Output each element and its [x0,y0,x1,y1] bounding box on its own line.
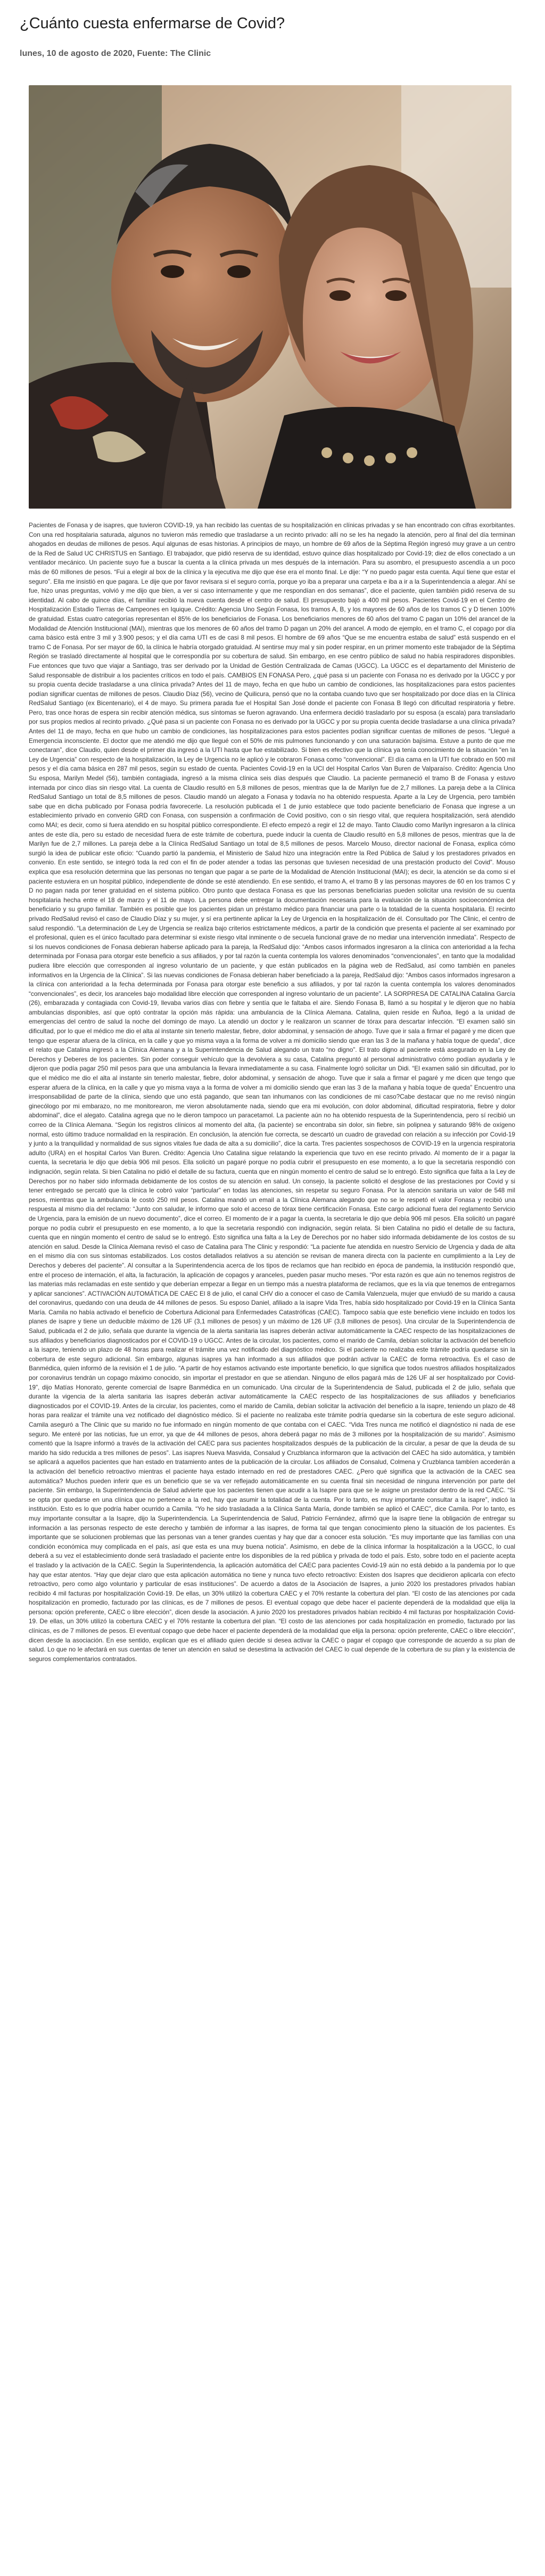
article-photo [29,85,511,509]
article-body [29,521,515,2561]
article-title: ¿Cuánto cuesta enfermarse de Covid? [20,15,285,32]
article-paragraph: Pacientes de Fonasa y de isapres, que tuvieron COVID-19, ya han recibido las cuentas de su hospitalización en clínicas privadas y se han encontrado con cifras exorbitantes. Con una red hospitalaria saturada, algunos no tuvieron más remedio que trasladarse a un recinto privado: allí no se les ha negado la atención, pero al final del día terminan ahogados en deudas de millones de pesos. Aquí algunas de esas historias. A principios de mayo, un hombre de 69 años de la Séptima Región ingresó muy grave a un centro de la Red de Salud UC CHRISTUS en Santiago. El trabajador, que pidió reserva de su identidad, estuvo quince días hospitalizado por Covid-19; diez de ellos conectado a un ventilador mecánico. Un paciente suyo fue a buscar la cuenta a la clínica privada un mes después de la internación. Para su asombro, el presupuesto ascendía a un poco más de 60 millones de pesos. “Fui a elegir al box de la clínica y la ejecutiva me dijo que ése era el monto final. Le dije: “Y no puedo pagar esta cuenta. Aquí tiene que estar el seguro”. Ella me insistió en que pagara. Le dije que por favor revisara si el seguro corría, porque yo iba a preparar una carpeta e iba a ir a la Superintendencia a alegar. Ahí se fue, hizo unas preguntas, volvió y me dijo que bien, a ver si caso internamente y que me respondían en dos semanas”, dice el paciente, quien también pidió reserva de su identidad. Al cabo de quince días, el familiar recibió la nueva cuenta desde el centro de salud. El presupuesto bajó a 400 mil pesos. Pacientes Covid-19 en el Centro de Hospitalización Estadio Tierras de Campeones en Iquique. Crédito: Agencia Uno Según Fonasa, los tramos A, B, y los mayores de 60 años de los tramos C y D tienen 100% de gratuidad. Estas cuatro categorías representan el 85% de los beneficiarios de Fonasa. Los beneficiarios menores de 60 años del tramo C pagan un 10% del arancel de la Modalidad de Atención Institucional (MAI), mientras que los menores de 60 años del tramo D pagan un 20% del arancel. A modo de ejemplo, en el tramo C, el copago por día cama básico está entre 3 mil y 3.900 pesos; y el día cama UTI es de casi 8 mil pesos. El hombre de 69 años “Que se me encuentra estaba de salud” está suspendo en el tramo C de Fonasa. Por ser mayor de 60, la clínica le habría otorgado gratuidad. Al sentirse muy mal y sin poder respirar, en un primer momento este trabajador de la Séptima Región se trasladó directamente al hospital que le correspondía por su cobertura de salud. Sin embargo, en ese centro público de salud no había respiradores disponibles. Fue entonces que tuvo que viajar a Santiago, tras ser derivado por la Unidad de Gestión Centralizada de Camas (UGCC). La UGCC es el departamento del Ministerio de Salud responsable de distribuir a los pacientes críticos en todo el país. CAMBIOS EN FONASA Pero, ¿qué pasa si un paciente con Fonasa no es derivado por la UGCC y por su propia cuenta decide trasladarse a una clínica privada? Antes del 11 de mayo, fecha en que hubo un cambio de condiciones, las hospitalizaciones para estos pacientes podían significar cuentas de millones de pesos. Claudio Díaz (56), vecino de Quilicura, pensó que no la contaba cuando tuvo que ser hospitalizado por doce días en la Clínica RedSalud Santiago (ex Bicentenario), el 4 de mayo. Su primera parada fue el Hospital San José donde el paciente con Fonasa B llegó con dificultad respiratoria y fiebre. Pero, tras once horas de espera sin recibir atención médica, sus síntomas se fueron agravando. Una enfermera decidió trasladarlo por su esposa (a escala) para transladarlo por sus propios medios al recinto privado. ¿Qué pasa si un paciente con Fonasa no es derivado por la UGCC y por su propia cuenta decide trasladarse a una clínica privada? Antes del 11 de mayo, fecha en que hubo un cambio de condiciones, las hospitalizaciones para estos pacientes podían significar cuentas de millones de pesos. “Llegué a Emergencia inconsciente. El doctor que me atendió me dijo que llegué con el 50% de mis pulmones funcionando y con una saturación bajísima. Estuve a punto de que me conectaran”, dice Claudio, quien desde el primer día ingresó a la UTI hasta que fue estabilizado. Si bien es efectivo que la clínica ya tenía conocimiento de la situación “en la Ley de Urgencia” con respecto de la hospitalización, la Ley de Urgencia no le aplicó y le cobraron Fonasa como “convencional”. El día cama en la UTI fue cobrado en 500 mil pesos y el día cama básica en 287 mil pesos, según su estado de cuenta. Pacientes Covid-19 en la UCI del Hospital Carlos Van Buren de Valparaíso. Crédito: Agencia Uno Su esposa, Marilyn Medel (56), también contagiada, ingresó a la misma clínica seis días después que Claudio. La paciente permaneció el tramo B de Fonasa y estuvo internada por cinco días sin riesgo vital. La cuenta de Claudio resultó en 5,8 millones de pesos, mientras que la de Marilyn fue de 2,7 millones. La pareja debe a la Clínica RedSalud Santiago un total de 8,5 millones de pesos. Claudio mandó un alegato a Fonasa y todavía no ha obtenido respuesta. Aparte a la Ley de Urgencia, pero también sabe que en dicha publicado por Fonasa podría favorecerle. La resolución publicada el 1 de junio establece que todo paciente beneficiario de Fonasa que ingrese a un establecimiento privado en convenio GRD con Fonasa, con suspensión a confirmación de Covid positivo, con o sin riesgo vital, que requiera hospitalización, será atendido como MAI; es decir, como si fuera atendido en su hospital público correspondiente. El efecto empezó a regir el 12 de mayo. Tanto Claudio como Marilyn ingresaron a la clínica antes de este día, pero su estado de necesidad fuera de este trámite de cobertura, puede inducir la cuenta de Claudio resultó en 5,8 millones de pesos, mientras que la de Marilyn fue de 2,7 millones. La pareja debe a la Clínica RedSalud Santiago un total de 8,5 millones de pesos. Marcelo Mouso, director nacional de Fonasa, explica cómo surgió la idea de publicar este oficio: “Cuando partió la pandemia, el Ministerio de Salud hizo una integración entre la Red Pública de Salud y los prestadores privados en convenio. En este sentido, se integró toda la red con el fin de poder atender a todas las personas que tuviesen necesidad de una prestación producto del Covid”. Mouso explica que esa resolución determina que las personas no tengan que pagar a se parte de la Modalidad de Atención Institucional (MAI); es decir, la atención se da como si el paciente estuviera en un hospital público, independiente de dónde se esté atendiendo. En ese sentido, el tramo A, el tramo B y las personas mayores de 60 en los tramos C y D no pagan nada por tener gratuidad en el sistema público. Otro punto que destaca Fonasa es que las personas beneficiarias pueden solicitar una revisión de su cuenta hospitalaria hecha entre el 18 de marzo y el 11 de mayo. La persona debe entregar la documentación necesaria para la evaluación de la situación socioeconómica del beneficiario y su grupo familiar. También es posible que los pacientes pidan un préstamo médico para financiar una parte o la totalidad de la cuenta hospitalaria. El recinto privado RedSalud revisó el caso de Claudio Díaz y su mujer, y sí era pertinente aplicar la Ley de Urgencia en la hospitalización de él. Consultado por The Clinic, el centro de salud respondió. “La determinación de Ley de Urgencia se realiza bajo criterios estrictamente médicos, a partir de la condición que presenta el paciente al ser examinado por el profesional, quien es el único facultado para determinar si existe riesgo vital inminente o de secuela funcional grave de no mediar una intervención inmediata”. Respecto de si los nuevos condiciones de Fonasa debieran haberse aplicado para la pareja, la RedSalud dijo: “Ambos casos informados ingresaron a la clínica con anterioridad a la fecha determinada por Fonasa para otorgar este beneficio a sus afiliados, y por tal razón la cuenta contempla los valores denominados “convencionales”, en tanto que la modalidad pudiera libre elección que corresponden al ingreso voluntario de un paciente, y que están publicados en la página web de RedSalud, así como también en paneles informativos en la Urgencia de la Clínica”. Si las nuevas condiciones de Fonasa debieran haber beneficiado a la pareja, RedSalud dijo: “Ambos casos informados ingresaron a la clínica con anterioridad a la fecha determinada por Fonasa para otorgar este beneficio a sus afiliados, y por tal razón la cuenta contempla los valores denominados “convencionales”, es decir, los aranceles bajo modalidad libre elección que corresponden al ingreso voluntario de un paciente”. LA SORPRESA DE CATALINA Catalina García (26), embarazada y contagiada con Covid-19, llevaba varios días con fiebre y sentía que le faltaba el aire. Siendo Fonasa B, llamó a su hospital y le dijeron que no había ambulancias disponibles, así que optó contratar la opción más rápida: una ambulancia de la Clínica Alemana. Catalina, quien reside en Ñuñoa, llegó a la unidad de emergencias del centro de salud la noche del domingo de mayo. La atendió un doctor y le realizaron un scanner de tórax para descartar infección. “El examen salió sin dificultad, por lo que el médico me dio el alta al instante sin tenerlo malestar, fiebre, dolor abdominal, y sensación de ahogo. Tuve que ir sala a firmar el pagaré y me dicen que tengo que esperar afuera de la clínica, en la calle y que yo misma vaya a la forma de volver a mi domicilio siendo que eran las 3 de la mañana y había toque de queda”, dice el relato que Catalina ingresó a la Clínica Alemana y a la Superintendencia de Salud alegando un trato “no digno”. El trato digno al paciente está asegurado en la Ley de Derechos y Deberes de los pacientes. Sin poder conseguir vehículo que la devolviera a su casa, Catalina preguntó al personal administrativo cómo podían ayudarla y le dijeron que podía pagar 250 mil pesos para que una ambulancia la llevara inmediatamente a su casa. Finalmente logró solicitar un Didi. “El examen salió sin dificultad, por lo que el médico me dio el alta al instante sin tenerlo malestar, fiebre, dolor abdominal, y sensación de ahogo. Tuve que ir sala a firmar el pagaré y me dicen que tengo que esperar afuera de la clínica, en la calle y que yo misma vaya a la forma de volver a mi domicilio siendo que eran las 3 de la mañana y había toque de queda” Encuentro una irresponsabilidad de parte de la clínica, siendo que uno está pagando, que sean tan inhumanos con las condiciones de mi caso?Cabe destacar que no me revisó ningún ginecólogo por mi embarazo, no me monitorearon, me vieron absolutamente nada, siendo que era mi evolución, con dolor abdominal, dificultad respiratoria, fiebre y dolor abdominal”, dice el alegato. Catalina agrega que no le dieron tampoco un paracetamol. La paciente aún no ha obtenido respuesta de la Superintendencia, pero sí recibió un correo de la Clínica Alemana. “Según los registros clínicos al momento del alta, (la paciente) se encontraba sin dolor, sin fiebre, sin polipnea y saturando 98% de oxígeno normal, esto último traduce normalidad en la respiración. En conclusión, la atención fue correcta, se descartó un cuadro de gravedad con relación a su infección por Covid-19 y junto a la tranquilidad y normalidad de sus signos vitales fue dada de alta a su domicilio”, dice la carta. Tres pacientes sospechosos de COVID-19 en la urgencia respiratoria adulto (URA) en el hospital Carlos Van Buren. Crédito: Agencia Uno Catalina sigue relatando la experiencia que tuvo en ese recinto privado. Al momento de ir a pagar la cuenta, la secretaria le dijo que debía 906 mil pesos. Ella solicitó un pagaré porque no podía cubrir el presupuesto en ese momento, a lo que la secretaria respondió con indignación, según relata. Si bien Catalina no pidió el detalle de su factura, cuenta que en ningún momento el centro de salud se lo entregó. Esto significa que falta a la Ley de Derechos por no haber sido informada debidamente de los costos de su atención en salud. Un consejo, la paciente solicitó el desglose de las prestaciones por Covid y si tener entregado se percató que la clínica le cobró valor “particular” en todas las atenciones, sin respetar su seguro Fonasa. Por la atención sanitaria un valor de 548 mil pesos, mientras que la ambulancia le costó 250 mil pesos. Catalina mandó un email a la Clínica Alemana alegando que no se le respetó el valor Fonasa y recibió una respuesta al mismo día del reclamo: “Junto con saludar, le informo que solo el acceso de tórax tiene certificación Fonasa. Este cargo adicional fuera del reglamento Servicio de Urgencia, para la emisión de un nuevo documento”, dice el correo. El momento de ir a pagar la cuenta, la secretaria le dijo que debía 906 mil pesos. Ella solicitó un pagaré porque no podía cubrir el presupuesto en ese momento, a lo que la secretaria respondió con indignación, según relata. Si bien Catalina no pidió el detalle de su factura, cuenta que en ningún momento el centro de salud se lo entregó. Esto significa una falta a la Ley de Derechos por no haber sido informada debidamente de los costos de su atención en salud. Desde la Clínica Alemana revisó el caso de Catalina para The Clinic y respondió: “La paciente fue atendida en nuestro Servicio de Urgencia y dada de alta en el mismo día con sus síntomas estabilizados. Los costos detallados relativos a su atención se revisan de manera directa con la paciente en cumplimiento a la Ley de Derechos y deberes del paciente”. Al consultar a la Superintendencia acerca de los tipos de reclamos que han recibido en época de pandemia, la institución respondió que, entre el proceso de internación, el alta, la facturación, la aplicación de copagos y aranceles, pueden pasar mucho meses. “Por esta razón es que aún no tenemos registros de las materias más reclamadas en este sentido y que deberían empezar a llegar en un tiempo más a nuestra plataforma de reclamos, que es la vía que tenemos de entregarnos y aplicar sanciones”. ACTIVACIÓN AUTOMÁTICA DE CAEC El 8 de julio, el canal CHV dio a conocer el caso de Camila Valenzuela, mujer que enviudó de su marido a causa del coronavirus, quedando con una deuda de 44 millones de pesos. Su esposo Daniel, afiliado a la isapre Vida Tres, había sido hospitalizado por Covid-19 en la Clínica Santa María. Camila no había activado el beneficio de Cobertura Adicional para Enfermedades Catastróficas (CAEC). Tampoco sabía que este beneficio viene incluido en todos los planes de isapre y tiene un deducible máximo de 126 UF (3,1 millones de pesos) y un máximo de 126 UF (3,8 millones de pesos). Una circular de la Superintendencia de Salud, publicada el 2 de julio, señala que durante la vigencia de la alerta sanitaria las isapres deberán activar automáticamente la CAEC respecto de las hospitalizaciones de sus afiliados y beneficiarios diagnosticados por el COVID-19 o UGCC. Antes de la circular, los pacientes, como el marido de Camila, debían solicitar la activación del beneficio a la isapre, teniendo un plazo de 48 horas para realizar el trámite una vez notificado del diagnóstico médico. Si el paciente no realizaba este trámite podría quedarse sin la cobertura de este seguro adicional. Sin embargo, algunas isapres ya han informado a sus afiliados que podrán activar la CAEC de forma retroactiva. Es el caso de Banmédica, quien informó de la revisión el 1 de julio. “A partir de hoy estamos activando este importante beneficio, lo que significa que todos nuestros afiliados hospitalizados por coronavirus tendrán un copago máximo conocido, sin importar el prestador en que se atiendan. Ninguno de ellos pagará más de 126 UF al ser hospitalizado por Covid-19”, dijo Matías Honorato, gerente comercial de Isapre Banmédica en un comunicado. Una circular de la Superintendencia de Salud, publicada el 2 de julio, señala que durante la vigencia de la alerta sanitaria las isapres deberán activar automáticamente la CAEC respecto de las hospitalizaciones de sus afiliados y beneficiarios diagnosticados por el COVID-19. Antes de la circular, los pacientes, como el marido de Camila, debían solicitar la activación del beneficio a la isapre, teniendo un plazo de 48 horas para realizar el trámite una vez notificado del diagnóstico médico. Si el paciente no realizaba este trámite podría quedarse sin la cobertura de este seguro adicional. Camila aseguró a The Clinic que su marido no fue informado en ningún momento de que contaba con el CAEC. “Vida Tres nunca me notificó el diagnóstico ni nada de ese seguro. Me enteré por las noticias, fue un error, ya que de 44 millones de pesos, ahora deberá pagar no más de 3 millones por la hospitalización de su marido”. Asimismo comentó que la Isapre informó a través de la activación del CAEC para sus pacientes hospitalizados después de la publicación de la circular, a pesar de que la deuda de su marido ha sido reducida a tres millones de pesos”. Las isapres Nueva Masvida, Consalud y Cruzblanca informaron que la activación del CAEC ha sido automática, y también se aplicará a aquellos pacientes que han estado en tratamiento antes de la publicación de la circular. Los afiliados de Consalud, Colmena y Cruzblanca tambíen accederán a la activación del beneficio retroactivo mientras el paciente haya estado internado en red de prestadores CAEC. ¿Pero qué significa que la activación de la CAEC sea automática? Muchos pueden inferir que es un beneficio que se va ver reflejado automáticamente en su cuenta final sin necesidad de ninguna intervención por parte del paciente. Sin embargo, la Superintendencia de Salud advierte que los pacientes tienen que acudir a la Isapre para que se le asigne un prestador dentro de la red CAEC. “Si se opta por quedarse en una clínica que no pertenece a la red, hay que asumir la totalidad de la cuenta. Por lo tanto, es muy importante consultar a la isapre”, indicó la institución. Esto es lo que podría haber ocurrido a Camila. “Yo he sido trasladada a la Clínica Santa María, donde también se aplicó el CAEC”, dice Camila. Por lo tanto, es muy importante consultar a la Isapre, dijo la Superintendencia. La Superintendencia de Salud, Patricio Fernández, afirmó que la isapre tiene la obligación de entregar su información a las personas respecto de este derecho y también de informar a las isapres, de forma tal que tengan conocimiento pleno la situación de los pacientes. Es importante que se solucionen problemas que las personas van a tener grandes cuentas y hay que dar a conocer esta solución. “Es muy importante que las familias con una condición económica muy complicada en el país, así que esta es una muy buena noticia”. Asimismo, en debe de la clínica informar la hospitalización a la UGCC, lo cual deberá a su vez el establecimiento donde será trasladado el paciente entre los disponibles de la red pública y privada de todo el país. Esto, sobre todo en el paciente acepta el traslado y la activación de la CAEC. Según la Superintendencia, la aplicación automática del CAEC para pacientes Covid-19 aún no está debido a la pandemia por lo que hay que estar atentos. “Hay que dejar claro que esta aplicación automática no tiene y nunca tuvo efecto retroactivo: Existen dos Isapres que decidieron aplicarla con efecto retroactivo, pero como algo voluntario y particular de esas instituciones”. De acuerdo a datos de la Asociación de Isapres, a junio 2020 los prestadores privados habían recibido 4 mil facturas por hospitalización Covid-19. De ellas, un 30% utilizó la cobertura CAEC y el 70% restante la cobertura del plan. “El costo de las atenciones por cada hospitalización en promedio, facturado por las clínicas, es de 7 millones de pesos. El eventual copago que debe hacer el paciente dependerá de la modalidad que elija la persona: opción preferente, CAEC o libre elección”, dicen desde la asociación. A junio 2020 los prestadores privados habían recibido 4 mil facturas por hospitalización Covid-19. De ellas, un 30% utilizó la cobertura CAEC y el 70% restante la cobertura del plan. “El costo de las atenciones por cada hospitalización en promedio, facturado por las clínicas, es de 7 millones de pesos. El eventual copago que debe hacer el paciente dependerá de la modalidad que elija la persona: opción preferente, CAEC o libre elección”, dicen desde la asociación. En ese sentido, explican que es el afiliado quien decide si desea activar la CAEC o pagar el copago que corresponde de acuerdo a su plan de salud. Lo que no le afectará en sus cuentas de tener un atención en salud se desestima la activación del CAEC lo cual depende de la cobertura de su plan y la existencia de seguros complementarios contratados. [29,521,515,1663]
article-meta: lunes, 10 de agosto de 2020, Fuente: The Clinic [20,49,211,58]
photo-couple-selfie [29,85,511,509]
